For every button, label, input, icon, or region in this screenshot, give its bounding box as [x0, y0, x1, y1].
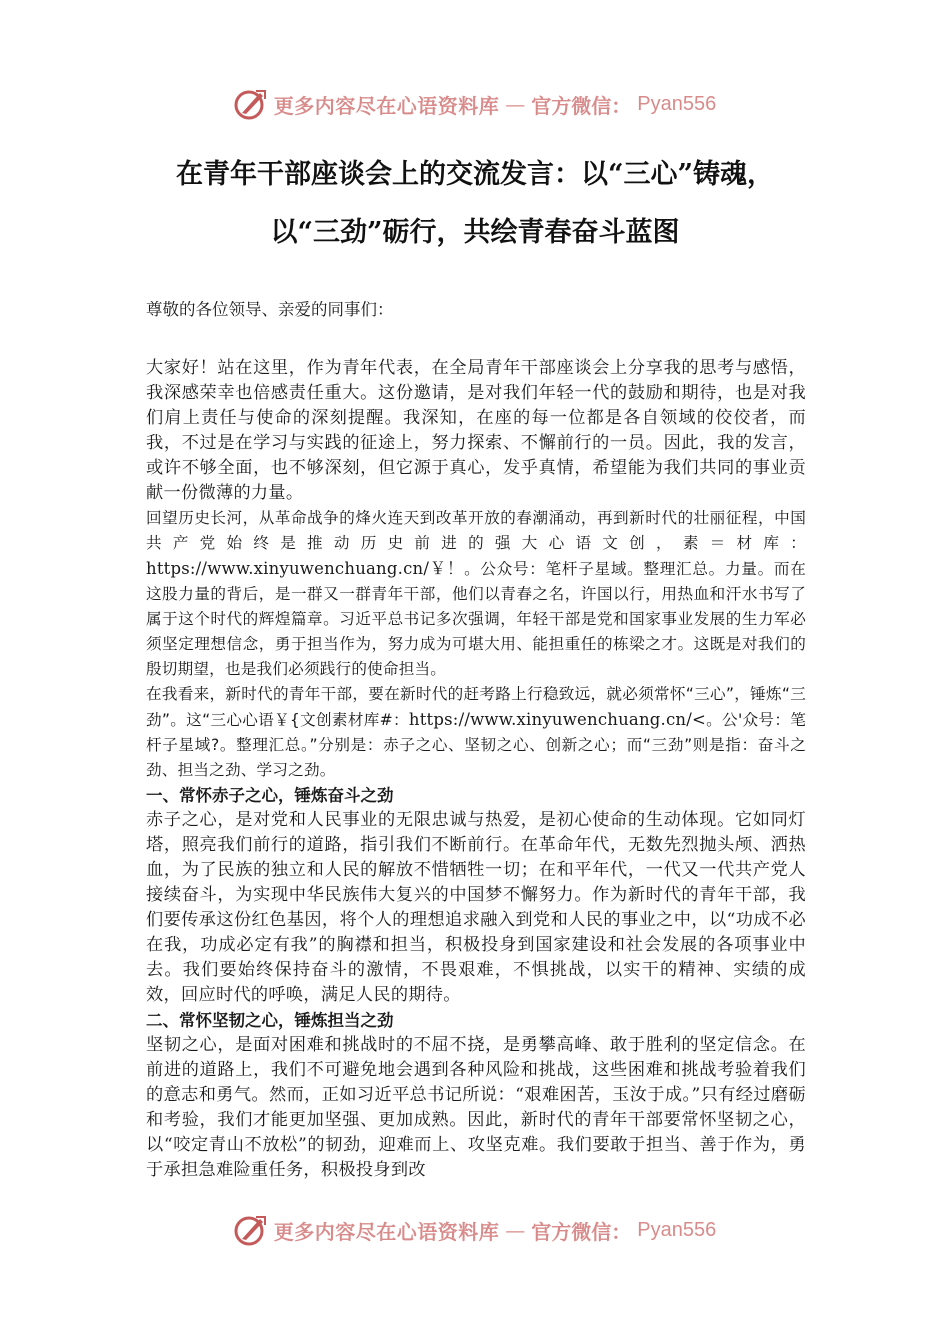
- page-title: [100, 146, 850, 262]
- paragraph-three-hearts-b: 。公'众号：笔杆子星域?。整理汇总。”分别是：赤子之心、坚韧之心、创新之心；而“三劲”则是指：奋斗之劲、担当之劲、学习之劲。: [146, 711, 807, 779]
- banner-official: 官方微信：: [531, 1219, 632, 1244]
- section-heading-2: 二、常怀坚韧之心，锤炼担当之劲: [146, 1011, 394, 1030]
- banner-official: 官方微信：: [531, 93, 632, 118]
- banner-dash: —: [505, 92, 526, 116]
- paragraph-intro: 大家好！站在这里，作为青年代表，在全局青年干部座谈会上分享我的思考与感悟，我深感荣幸也倍感责任重大。这份邀请，是对我们年轻一代的鼓励和期待，也是对我们肩上责任与使命的深刻提醒。我深知，在座的每一位都是各自领域的佼佼者，而我，不过是在学习与实践的征途上，努力探索、不懈前行的一员。因此，我的发言，或许不够全面，也不够深刻，但它源于真心，发乎真情，希望能为我们共同的事业贡献一份微薄的力量。: [146, 358, 806, 503]
- banner-dash: —: [505, 1218, 526, 1242]
- paragraph-three-hearts-url: https://www.xinyuwenchuang.cn/<: [408, 710, 707, 729]
- title-line-1: 在青年干部座谈会上的交流发言：以“三心”铸魂，: [175, 159, 775, 190]
- banner-text: 更多内容尽在心语资料库: [273, 1219, 500, 1244]
- banner-text: 更多内容尽在心语资料库: [273, 93, 500, 118]
- document-body: [146, 288, 806, 1183]
- section-heading-1: 一、常怀赤子之心，锤炼奋斗之劲: [146, 786, 394, 805]
- paragraph-history-url: https://www.xinyuwenchuang.cn/￥！: [146, 559, 465, 578]
- banner-wechat-id: Pyan556: [637, 92, 717, 115]
- quill-logo-icon: [234, 87, 268, 121]
- paragraph-history-a: 回望历史长河，从革命战争的烽火连天到改革开放的春潮涌动，再到新时代的壮丽征程，中国共产党始终是推动历史前进的强大心语文创，素＝材库：: [146, 509, 806, 552]
- header-watermark-banner: [0, 84, 950, 124]
- paragraph-three-hearts: [146, 682, 806, 783]
- title-line-2: 以“三劲”砺行，共绘青春奋斗蓝图: [270, 217, 680, 248]
- paragraph-section-1: 赤子之心，是对党和人民事业的无限忠诚与热爱，是初心使命的生动体现。它如同灯塔，照亮我们前行的道路，指引我们不断前行。在革命年代，无数先烈抛头颅、洒热血，为了民族的独立和人民的解放不惜牺牲一切；在和平年代，一代又一代共产党人接续奋斗，为实现中华民族伟大复兴的中国梦不懈努力。作为新时代的青年干部，我们要传承这份红色基因，将个人的理想追求融入到党和人民的事业之中，以“功成不必在我，功成必定有我”的胸襟和担当，积极投身到国家建设和社会发展的各项事业中去。我们要始终保持奋斗的激情，不畏艰难，不惧挑战，以实干的精神、实绩的成效，回应时代的呼唤，满足人民的期待。: [146, 810, 806, 1005]
- banner-wechat-id: Pyan556: [637, 1218, 717, 1241]
- paragraph-history-b: 。公众号：笔杆子星域。整理汇总。力量。而在这股力量的背后，是一群又一群青年干部，他们以青春之名，许国以行，用热血和汗水书写了属于这个时代的辉煌篇章。习近平总书记多次强调，年轻干部是党和国家事业发展的生力军必须坚定理想信念，勇于担当作为，努力成为可堪大用、能担重任的栋梁之才。这既是对我们的殷切期望，也是我们必须践行的使命担当。: [146, 560, 806, 678]
- greeting: 尊敬的各位领导、亲爱的同事们：: [146, 300, 394, 319]
- paragraph-three-hearts-a: 在我看来，新时代的青年干部，要在新时代的赶考路上行稳致远，就必须常怀“三心”，锤炼“三劲”。这“三心心语￥{文创素材库#：: [146, 685, 806, 729]
- paragraph-section-2: 坚韧之心，是面对困难和挑战时的不屈不挠，是勇攀高峰、敢于胜利的坚定信念。在前进的道路上，我们不可避免地会遇到各种风险和挑战，这些困难和挑战考验着我们的意志和勇气。然而，正如习近平总书记所说：“艰难困苦，玉汝于成。”只有经过磨砺和考验，我们才能更加坚强、更加成熟。因此，新时代的青年干部要常怀坚韧之心，以“咬定青山不放松”的韧劲，迎难而上、攻坚克难。我们要敢于担当、善于作为，勇于承担急难险重任务，积极投身到改: [146, 1035, 806, 1180]
- footer-watermark-banner: [0, 1210, 950, 1250]
- quill-logo-icon: [234, 1213, 268, 1247]
- paragraph-history: [146, 506, 806, 682]
